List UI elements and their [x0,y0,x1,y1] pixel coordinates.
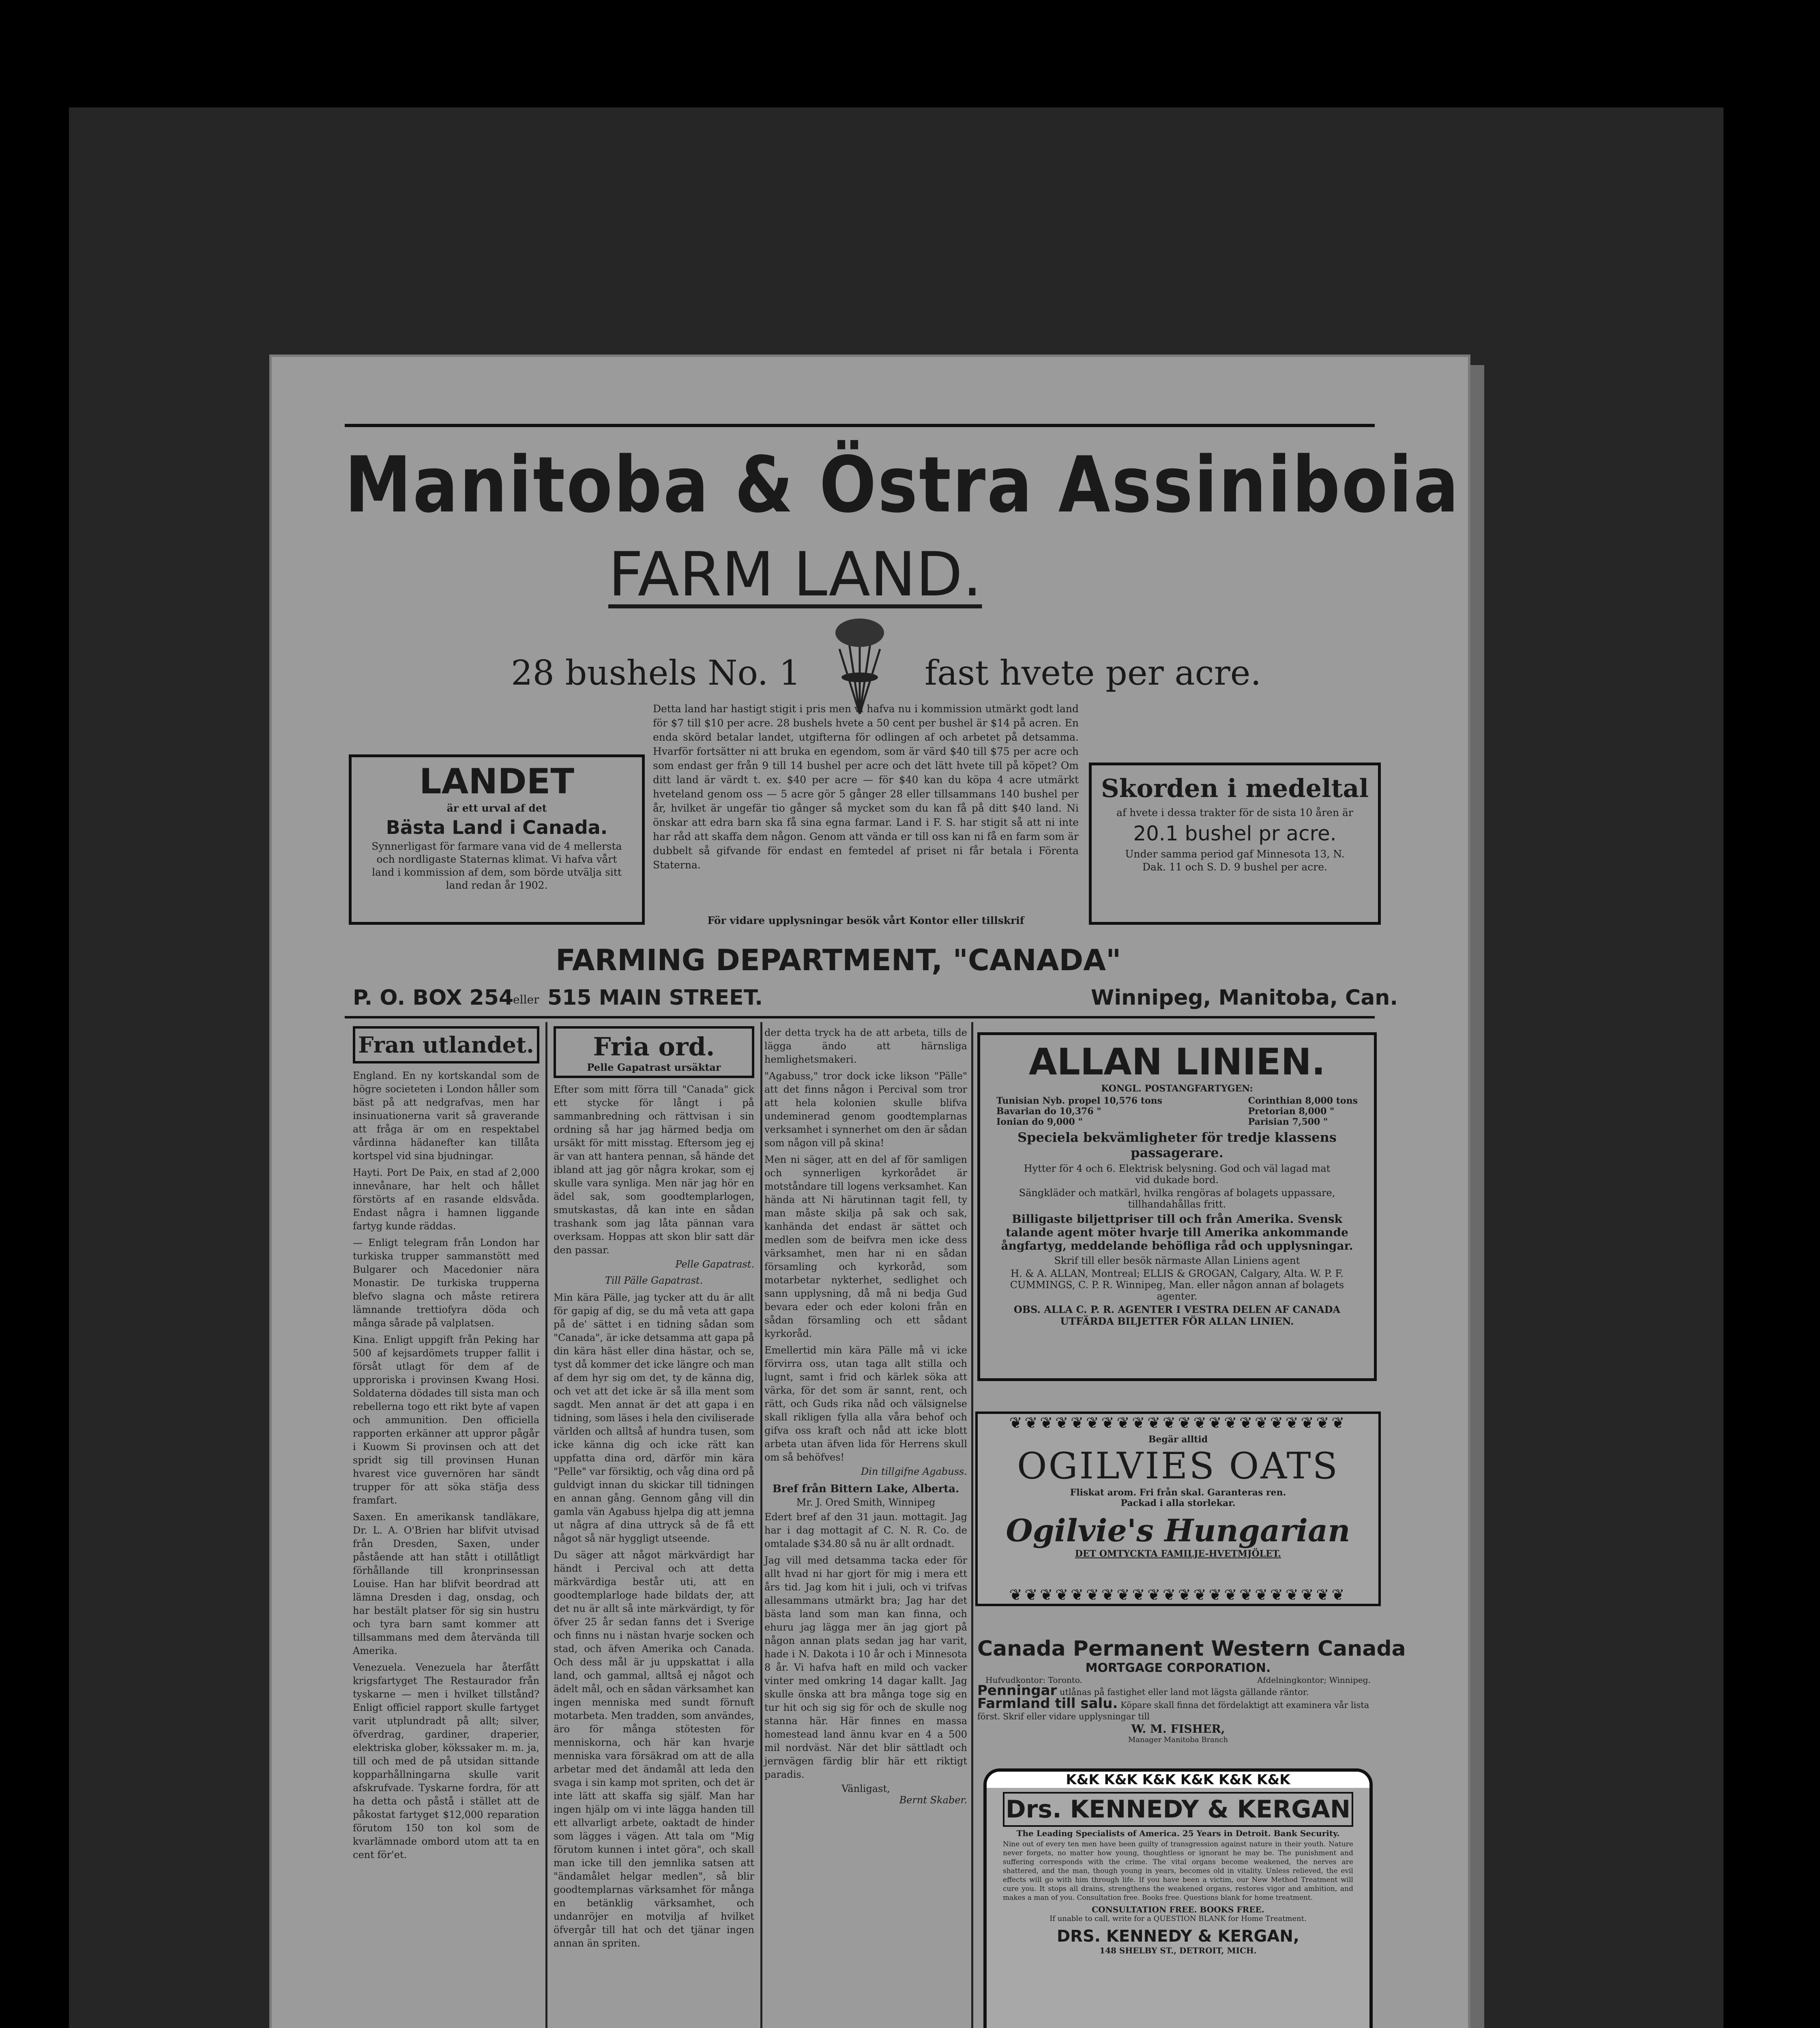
utlandet-hayti: Hayti. Port De Paix, en stad af 2,000 innevånare, har helt och hållet förstörts af en rasande eldsvåda. Endast några i hamnen liggande fartyg kunde räddas. [353,1167,539,1232]
allan-line5: Skrif till eller besök närmaste Allan Liniens agent [1054,1255,1300,1266]
skorden-title: Skorden i medeltal [1101,773,1369,803]
letters-to: Mr. J. Ored Smith, Winnipeg [796,1497,936,1508]
kk-border-top: K&K K&K K&K K&K K&K K&K [987,1772,1369,1788]
farming-department-title: FARMING DEPARTMENT, "CANADA" [556,943,1121,977]
letters-head2: Bref från Bittern Lake, Alberta. [772,1483,959,1495]
canada-perm-role: Manager Manitoba Branch [1128,1736,1228,1744]
fria-ord-p2: Min kära Pälle, jag tycker att du är allt för gapig af dig, se du må veta att gapa på de' sättet i en tidning sådan som "Canada", är icke detsamma att gapa på din kära häst eller dina hästar, och se, tyst då kommer det icke längre och man af dem hyr sig om det, ty de känna dig, och vet att det icke är så illa ment som sagdt. Men annat är det att gapa i en tidning, som läses i hela den civiliserade världen och alltså af hundra tusen, som icke känna dig och icke rätt kan uppfatta dina ord, därför min kära "Pelle" var försiktig, och våg dina ord på guldvigt innan du skickar till tidningen en annan gång. Gennom gång vill din gamla vän Agabuss hjelpa dig att jemna ut några af dina uttryck så de få ett något så när hyggligt utseende. [554,1292,754,1544]
office-2: Afdelningkontor; Winnipeg. [1257,1675,1371,1685]
utlandet-england: England. En ny kortskandal som de högre societeten i London håller som bäst på att nedgrafvas, men har insinuationerna varit så graverande att fråga är om en respektabel vårdinna hädanefter kan tillåta kortspel vid sina bjudningar. [353,1070,539,1162]
column-rule [760,1022,762,2028]
letters-p5: Edert bref af den 31 jaun. mottagit. Jag har i dag mottagit af C. N. R. Co. de omtalade $34.80 så nu är allt ordnadt. [764,1511,967,1549]
ogilvie-line3: DET OMTYCKTA FAMILJE-HVETMJÖLET. [1075,1549,1281,1559]
letters-sig1: Din tillgifne Agabuss. [861,1466,967,1477]
utlandet-venezuela: Venezuela. Venezuela har återfått krigsfartyget The Restaurador från tyskarne — men i hvilket tillstånd? Enligt officiel rapport skulle fartyget varit utplundradt på allt; silver, öfverdrag, gardiner, draperier, elektriska glober, kökssaker m. m. ja, till och med de på utsidan sittande kopparhållningarna skulle varit afskrufvade. Tyskarne fordra, för att ha detta och påstå i stället att de påkostat fartyget $12,000 reparation förutom 150 ton kol som de kvarlämnade ombord utom att ta en cent för'et. [353,1662,539,1860]
landet-box [349,754,645,925]
ship-line: Pretorian 8,000 " [1248,1106,1335,1117]
allan-linien-ad [977,1032,1377,1381]
canada-perm-name: W. M. FISHER, [1131,1722,1225,1736]
utlandet-kina: Kina. Enligt uppgift från Peking har 500 af kejsardömets trupper fallit i försåt utlagt för dem af de upproriska i provinsen Kwang Hosi. Soldaterna dödades till sista man och rebellerna togo ett rikt byte af vapen och ammunition. Den officiella rapporten erkänner att uppror pågår i Kuowm Si provinsen och att det spridt sig till provinsen Hunan hvarest vice guvernören har sändt trupper för att söka stäfja dess framfart. [353,1334,539,1506]
column-rule [971,1022,973,2028]
ship-line: Tunisian Nyb. propel 10,576 tons [996,1096,1163,1106]
landet-line2: Bästa Land i Canada. [386,816,608,838]
skorden-box [1089,763,1381,925]
hvete-text: fast hvete per acre. [925,653,1262,693]
letters-p1: der detta tryck ha de att arbeta, tills de lägga ändo att härnsliga hemlighetsmakeri. [764,1027,967,1065]
fria-ord-p1: Efter som mitt förra till "Canada" gick ett stycke för långt i på sammanbredning och rättvisan i sin ordning så har jag härmed bedja om ursäkt för mitt misstag. Eftersom jeg ej är van att hantera pennan, så hände det ibland att jag gör några krokar, som ej skulle vara synliga. Men när jag hör en ädel sak, som goodtemplarlogen, smutskastas, då kan inte en sådan trashank som jag låta pännan vara overksam. Hoppas att skon blir satt där den passar. [554,1084,754,1256]
office-1: Hufvudkontor: Toronto. [985,1675,1082,1685]
kennedy-kergan-ad [983,1768,1373,2028]
headline: Manitoba & Östra Assiniboia [345,440,1460,530]
top-rule [345,424,1375,427]
col-fria-ord [554,1026,754,1950]
ogilvie-line2: Packad i alla storlekar. [1120,1498,1236,1508]
section-rule [345,1016,1375,1018]
fria-ord-title: Fria ord. [593,1032,715,1061]
farmland-text: Köpare skall finna det fördelaktigt att examinera vår lista först. Skrif eller vidare upplysningar till [977,1700,1369,1721]
canada-perm-title: Canada Permanent Western Canada [977,1637,1406,1661]
page-edge [1468,365,1484,2028]
canada-permanent-ad [977,1637,1406,1744]
letters-sig2: Bernt Skaber. [899,1794,967,1806]
ogilvie-title: OGILVIES OATS [1017,1445,1339,1487]
column-rule [545,1022,547,2028]
farmland-row [977,1695,1379,1722]
ogilvie-border-bottom: ❦❦❦❦❦❦❦❦❦❦❦❦❦❦❦❦❦❦❦❦❦❦ [1009,1586,1347,1604]
fria-ord-sig1: Pelle Gapatrast. [675,1259,754,1270]
allan-line7: OBS. ALLA C. P. R. AGENTER I VESTRA DELEN AF CANADA UTFÄRDA BILJETTER FÖR ALLAN LINIEN. [1013,1304,1341,1327]
farmland-label: Farmland till salu. [977,1695,1118,1712]
allan-ships [996,1096,1358,1127]
ship-line: Corinthian 8,000 tons [1248,1096,1358,1106]
ogilvie-ad [975,1411,1381,1606]
letters-p4: Emellertid min kära Pälle må vi icke förvirra oss, utan taga allt stilla och lugnt, samt i frid och kärlek söka att värka, för det som är sannt, rent, och rätt, och Guds rika nåd och välsignelse skall rikligen fylla alla våra behof och gifva oss kraft och nåd att icke blott arbeta utan äfven lida för Herrens skull om så behöfves! [764,1345,967,1463]
landet-line1: är ett urval af det [446,802,547,814]
fria-ord-subtitle: Pelle Gapatrast ursäktar [587,1061,721,1073]
kk-body: Nine out of every ten men have been guilty of transgression against nature in their youth. Nature never forgets, no matter how young, thoughtless or ignorant he may be. The punishment and suffering corresponds with the crime. The vital organs become weakened, the nerves are shattered, and the man, though young in years, becomes old in vitality. Unless relieved, the evil effects will go with him through life. If you have been a victim, our New Method Treatment will cure you. It stops all drains, strengthens the weakened organs, restores vigor and ambition, and makes a man of you. Consultation free. Books free. Questions blank for home treatment. [1003,1840,1353,1902]
penningar-text: utlånas på fastighet eller land mot lägsta gällande räntor. [1059,1687,1309,1697]
ship-line: Ionian do 9,000 " [996,1117,1083,1127]
penningar-label: Penningar [977,1682,1057,1699]
farm-land-body: Detta land har hastigt stigit i pris men vi hafva nu i kommission utmärkt godt land för $7 till $10 per acre. 28 bushels hvete a 50 cent per bushel är $14 på acren. En enda skörd betalar landet, utgifterna för odlingen af och arbetet på detsamma. Hvarför fortsätter ni att bruka en egendom, som är värd $40 till $75 per acre och som endast ger från 9 till 14 bushel per acre och det lätt hvete till på köpet? Om ditt land är värdt t. ex. $40 per acre — för $40 kan du köpa 4 acre utmärkt hveteland genom oss — 5 acre gör 5 gånger 28 eller tillsammans 140 bushel per år, hvilket är ungefär tio gånger så mycket som du kan få på ditt $40 land. Ni önskar att edra barn ska få sina egna farmar. Land i F. S. har stigit så att ni inte har råd att skaffa dem någon. Genom att vända er till oss kan ni få en farm som är dubbelt så gifvande för endast en femtedel af priset ni får betala i Förenta Staterna. [653,703,1079,871]
col-utlandet [353,1026,539,1862]
kk-sub: The Leading Specialists of America. 25 Years in Detroit. Bank Security. [1016,1828,1340,1838]
letters-p6: Jag vill med detsamma tacka eder för allt hvad ni har gjort för mig i mera ett års tid. Jag kom hit i juli, och vi trifvas allesammans utmärkt bra; Jag har det bästa land som man kan finna, och ehuru jag lägga mer än jag gjort på någon annan plats sedan jag har varit, hade i N. Dakota i 10 år och i Minnesota 8 år. Vi hafva haft en mild och vacker vinter med omkring 14 dagar kallt. Jag skulle önska att bra många toge sig en tur hit och sig sig för och de skulle nog stanna här. Här finnes en massa homestead land ännu kvar en 4 a 500 mil nordväst. När det blir sättladt och jernvägen färdig blir här ett riktigt paradis. [764,1555,967,1780]
landet-title: LANDET [419,761,575,802]
ogilvie-content [998,1434,1358,1559]
allan-sub: KONGL. POSTANGFARTYGEN: [1101,1083,1253,1094]
farm-land-subhead: FARM LAND. [608,539,982,610]
allan-line6: H. & A. ALLAN, Montreal; ELLIS & GROGAN, Calgary, Alta. W. P. F. CUMMINGS, C. P. R. Winnipeg, Man. eller någon annan af bolagets agenter. [1010,1268,1344,1302]
landet-body: Synnerligast för farmare vana vid de 4 mellersta och nordligaste Staternas klimat. Vi hafva vårt land i kommission af dem, som börde utvälja sitt land redan år 1902. [371,840,622,891]
canada-perm-sub: MORTGAGE CORPORATION. [1085,1661,1271,1675]
allan-line1: Speciela bekvämligheter för tredje klassens passagerare. [1017,1130,1337,1160]
col-letters [764,1026,967,1806]
utlandet-turkey: — Enligt telegram från London har turkiska trupper sammanstött med Bulgarer och Macedonier nära Monastir. De turkiska trupperna blefvo slagna och måste retirera lämnande trettiofyra döda och många sårade på valplatsen. [353,1237,539,1329]
city-address: Winnipeg, Manitoba, Can. [1091,986,1398,1010]
ogilvie-border-top: ❦❦❦❦❦❦❦❦❦❦❦❦❦❦❦❦❦❦❦❦❦❦ [1009,1414,1347,1432]
eller-text: eller [513,993,539,1006]
allan-line4: Billigaste biljettpriser till och från Amerika. Svensk talande agent möter hvarje till Amerika ankommande ångfartyg, meddelande behöfliga råd och upplysningar. [1001,1212,1353,1252]
ship-line: Parisian 7,500 " [1248,1117,1328,1127]
allan-ships-left [996,1096,1162,1127]
utlandet-title: Fran utlandet. [353,1026,539,1063]
farm-land-footnote: För vidare upplysningar besök vårt Kontor eller tillskrif [707,915,1024,926]
kk-note: If unable to call, write for a QUESTION BLANK for Home Treatment. [1050,1914,1307,1923]
ogilvie-begar: Begär alltid [1148,1434,1208,1445]
kk-consult: CONSULTATION FREE. BOOKS FREE. [1092,1905,1264,1914]
skorden-line1: af hvete i dessa trakter för de sista 10 åren är [1116,807,1353,819]
allan-title: ALLAN LINIEN. [1028,1041,1326,1083]
letters-p3: Men ni säger, att en del af för samligen och synnerligen kyrkorådet är motståndare till logens verksamhet. Kan hända att Ni härutinnan tagit fell, ty man måste skilja på sak och sak, kanhända det endast är sättet och medlen som de beifvra men icke dess värksamhet, men har ni en sådan församling och kyrkoråd, som motarbetar nykterhet, sedlighet och sann upplysning, då må ni bedja Gud bevara eder och eder koloni från en sådan församling och ett sådant kyrkoråd. [764,1154,967,1339]
street-address: 515 MAIN STREET. [547,986,763,1010]
kk-title: Drs. KENNEDY & KERGAN [1003,1792,1353,1827]
fria-ord-header [554,1026,754,1078]
skorden-line3: Under samma period gaf Minnesota 13, N. Dak. 11 och S. D. 9 bushel per acre. [1125,848,1345,873]
fria-ord-p3: Du säger att något märkvärdigt har händt i Percival och att detta märkvärdiga består uti, att en goodtemplarloge hade bildats der, att det nu är allt så inte märkvärdigt, ty för öfver 25 år sedan fanns det i Sverige och finns nu i nästan hvarje socken och stad, och äfven Amerika och Canada. Och dess mål är ju uppskattat i alla land, och gammal, alltså ej något och ädelt mål, och en sådan värksamhet kan ingen menniska med sundt förnuft motarbeta. Men tradden, som användes, äro för många stötesten för menniskorna, och här kan hvarje menniska vara försäkrad om att de alla arbetar med det ändamål att leda den svaga i sin kamp mot spriten, och det är inte lätt att skaffa sig själf. Man har ingen hjälp om vi inte lägga handen till ett allvarligt arbete, oaktadt de hinder som lägges i vägen. Att tala om "Mig förutom kunnen i intet göra", och skall man icke till den jemnlika satsen att "ändamålet helgar medlen", så blir goodtemplarnas värksamhet för många en betänklig värksamhet, och undanröjer en motvilja af hvilket öfvergår till hat och det tjänar ingen annan än spriten. [554,1549,754,1949]
bushels-text: 28 bushels No. 1 [511,653,801,693]
ogilvie-title2: Ogilvie's Hungarian [1006,1512,1350,1549]
letters-close: Vänligast, [841,1783,890,1794]
kk-foot: DRS. KENNEDY & KERGAN, [1056,1927,1300,1946]
allan-line2: Hytter för 4 och 6. Elektrisk belysning. God och väl lagad mat vid dukade bord. [1024,1163,1331,1186]
allan-line3: Sängkläder och matkärl, hvilka rengöras af bolagets uppassare, tillhandahållas fritt. [1019,1187,1335,1210]
ogilvie-line1: Fliskat arom. Fri från skal. Garanteras ren. [1070,1487,1286,1498]
ship-line: Bavarian do 10,376 " [996,1106,1101,1117]
kk-content [1003,1792,1353,1955]
fria-ord-sub2: Till Pälle Gapatrast. [605,1275,703,1286]
skorden-line2: 20.1 bushel pr acre. [1133,822,1337,845]
letters-p2: "Agabuss," tror dock icke likson "Pälle" att det finns någon i Percival som tror att hela kolonien skulle blifva undeminerad genom goodtemplarnas verksamhet i synnerhet om den är sådan som någon vill på skina! [764,1070,967,1149]
utlandet-saxen: Saxen. En amerikansk tandläkare, Dr. L. A. O'Brien har blifvit utvisad från Dresden, Saxen, under påstående att han stått i otillåtligt förhållande till kronprinsessan Louise. Han har blifvit beordrad att lämna Dresden i dag, onsdag, och har bestält platser för sig sin hustru och tyra barn samt kommer att tillsammans med dem återvända till Amerika. [353,1511,539,1656]
kk-addr: 148 SHELBY ST., DETROIT, MICH. [1099,1946,1257,1955]
po-box: P. O. BOX 254 [353,986,514,1010]
allan-ships-right [1248,1096,1358,1127]
